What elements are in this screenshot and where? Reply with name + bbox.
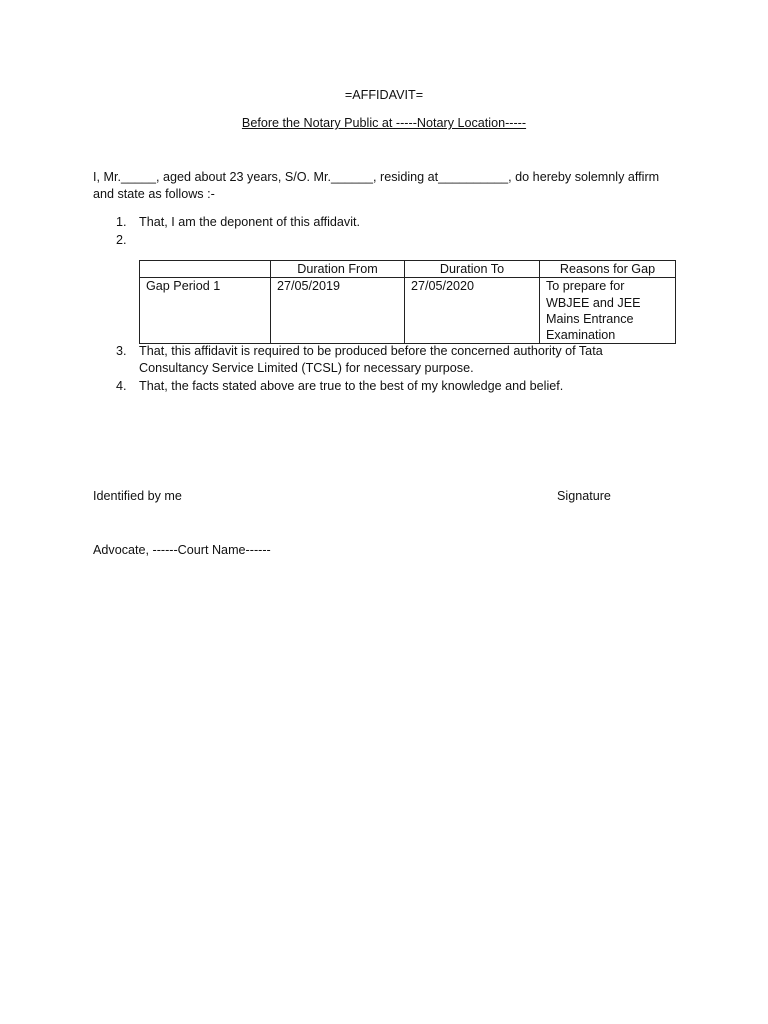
table-cell: Gap Period 1 — [140, 278, 271, 344]
table-header-cell: Duration To — [405, 261, 540, 278]
table-cell: 27/05/2019 — [271, 278, 405, 344]
list-item-number: 1. — [116, 215, 127, 229]
table-header-cell — [140, 261, 271, 278]
advocate-line: Advocate, ------Court Name------ — [93, 543, 271, 557]
list-item-number: 2. — [116, 233, 127, 247]
signature-label: Signature — [557, 489, 611, 503]
intro-paragraph: I, Mr._____, aged about 23 years, S/O. Mr.______, residing at__________, do hereby solemnly affirm and state as follows :- — [93, 170, 660, 201]
table-header-cell: Reasons for Gap — [540, 261, 676, 278]
document-title: =AFFIDAVIT= — [344, 88, 424, 102]
gap-period-table — [139, 260, 676, 344]
list-item-text: That, this affidavit is required to be produced before the concerned authority of Tata Consultancy Service Limited (TCSL) for necessary purpose. — [139, 344, 603, 375]
list-item-number: 4. — [116, 379, 127, 393]
table-header-cell: Duration From — [271, 261, 405, 278]
table-cell: To prepare for WBJEE and JEE Mains Entrance Examination — [540, 278, 676, 344]
document-subtitle: Before the Notary Public at -----Notary Location----- — [241, 116, 527, 130]
list-item-number: 3. — [116, 344, 127, 358]
table-header-row — [140, 261, 676, 278]
list-item-text: That, I am the deponent of this affidavit. — [139, 215, 360, 229]
list-item-text: That, the facts stated above are true to the best of my knowledge and belief. — [139, 379, 564, 393]
table-cell: 27/05/2020 — [405, 278, 540, 344]
identified-by-label: Identified by me — [93, 489, 182, 503]
table-row — [140, 278, 676, 344]
